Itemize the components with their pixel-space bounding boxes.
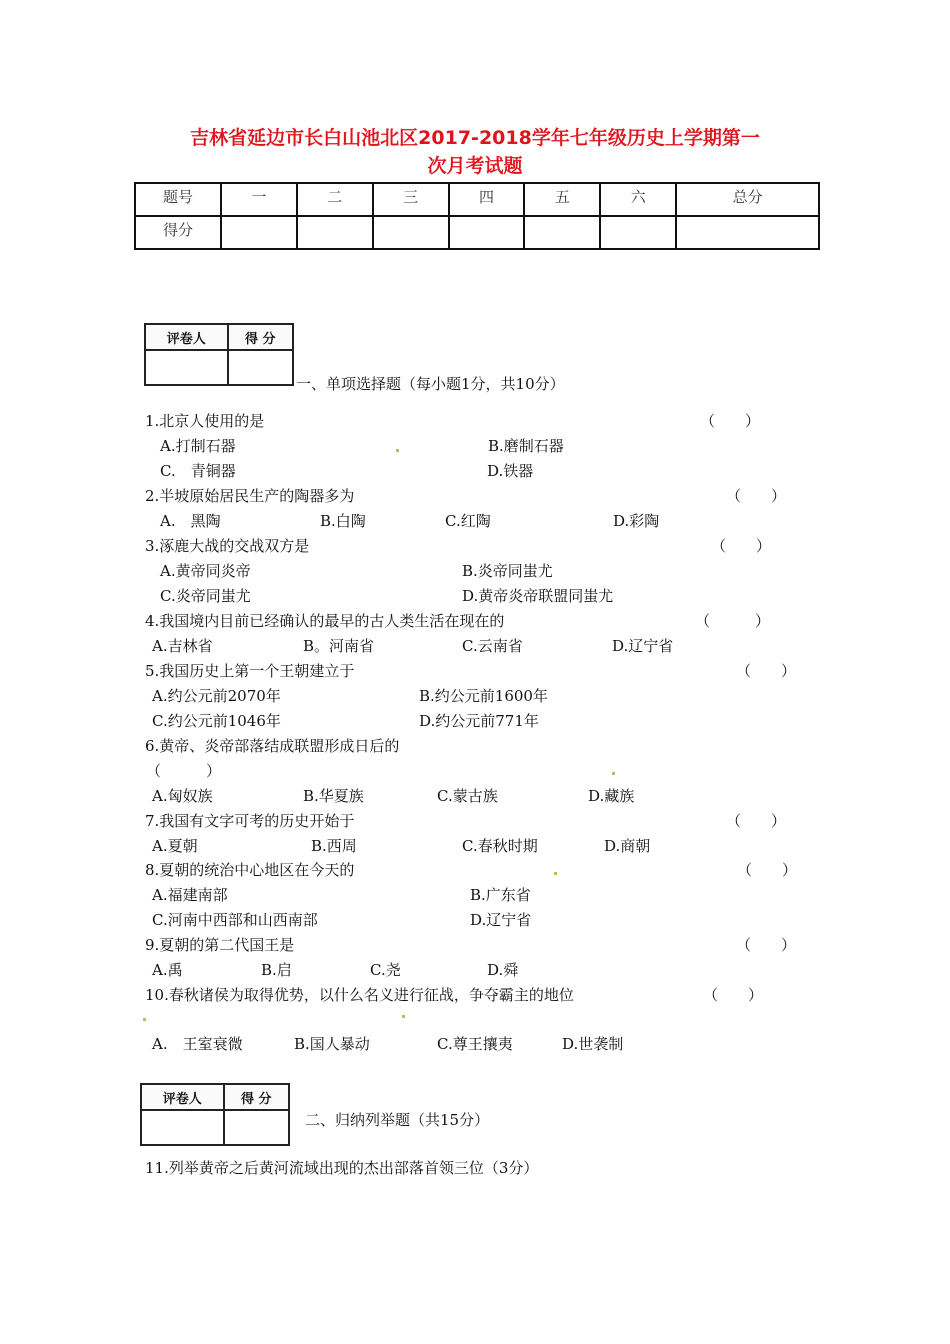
question-7-stem: 7.我国有文字可考的历史开始于: [145, 812, 355, 830]
question-8-option-c: C.河南中西部和山西南部: [152, 911, 318, 929]
grader-cell: [145, 350, 228, 385]
question-2-paren: （ ）: [726, 487, 787, 505]
question-5-option-c: C.约公元前1046年: [152, 712, 281, 730]
question-10-paren: （ ）: [703, 986, 764, 1004]
question-8-option-d: D.辽宁省: [470, 911, 532, 929]
question-10-stem: 10.春秋诸侯为取得优势，以什么名义进行征战，争夺霸主的地位: [145, 986, 574, 1004]
question-2-option-a: A. 黑陶: [160, 512, 221, 530]
question-5-stem: 5.我国历史上第一个王朝建立于: [145, 662, 355, 680]
question-9-stem: 9.夏朝的第二代国王是: [145, 936, 295, 954]
score-header-cell: 二: [297, 183, 373, 216]
question-1-paren: （ ）: [700, 412, 761, 430]
question-2-option-c: C.红陶: [445, 512, 491, 530]
question-9-option-a: A.禹: [152, 961, 183, 979]
question-1-stem: 1.北京人使用的是: [145, 412, 265, 430]
grader-score-label: 得 分: [224, 1084, 289, 1110]
question-3-option-c: C.炎帝同蚩尤: [160, 587, 251, 605]
document-title-line1: 吉林省延边市长白山池北区2017-2018学年七年级历史上学期第一: [190, 127, 760, 149]
score-cell: [297, 216, 373, 249]
question-8-stem: 8.夏朝的统治中心地区在今天的: [145, 861, 355, 879]
score-table-header-row: [135, 183, 819, 216]
score-table: [134, 182, 820, 250]
score-cell: [524, 216, 600, 249]
question-2-option-b: B.白陶: [320, 512, 366, 530]
grader-box-1: [144, 323, 294, 386]
question-4-option-a: A.吉林省: [152, 637, 213, 655]
question-3-option-d: D.黄帝炎帝联盟同蚩尤: [462, 587, 614, 605]
question-10-option-c: C.尊王攘夷: [437, 1035, 513, 1053]
score-header-cell: 三: [373, 183, 449, 216]
question-9-option-b: B.启: [261, 961, 292, 979]
question-4-option-c: C.云南省: [462, 637, 523, 655]
question-3-option-b: B.炎帝同蚩尤: [462, 562, 553, 580]
question-3-option-a: A.黄帝同炎帝: [160, 562, 251, 580]
grader-reviewer-label: 评卷人: [141, 1084, 224, 1110]
question-8-paren: （ ）: [737, 861, 798, 879]
question-1-option-a: A.打制石器: [160, 437, 236, 455]
score-header-cell: 五: [524, 183, 600, 216]
section-one-heading: 一、单项选择题（每小题1分，共10分）: [296, 375, 565, 393]
question-1-option-d: D.铁器: [487, 462, 534, 480]
question-10-option-b: B.国人暴动: [294, 1035, 370, 1053]
grader-cell: [224, 1110, 289, 1145]
question-10-option-a: A. 王室衰微: [152, 1035, 243, 1053]
grader-reviewer-label: 评卷人: [145, 324, 228, 350]
score-cell: [449, 216, 525, 249]
question-6-paren: （ ）: [146, 762, 222, 780]
question-1-option-c: C. 青铜器: [160, 462, 236, 480]
score-cell: [373, 216, 449, 249]
score-header-cell: 六: [600, 183, 676, 216]
question-7-paren: （ ）: [726, 812, 787, 830]
question-2-option-d: D.彩陶: [613, 512, 660, 530]
question-6-option-c: C.蒙古族: [437, 787, 498, 805]
question-6-option-d: D.藏族: [588, 787, 635, 805]
grader-box-2: [140, 1083, 290, 1146]
question-4-option-b: B。河南省: [303, 637, 375, 655]
question-3-paren: （ ）: [711, 537, 772, 555]
score-header-cell: 总分: [676, 183, 819, 216]
question-9-option-d: D.舜: [487, 961, 519, 979]
scan-artifact-dot: [143, 1018, 146, 1021]
question-2-stem: 2.半坡原始居民生产的陶器多为: [145, 487, 355, 505]
question-7-option-a: A.夏朝: [152, 837, 198, 855]
question-5-option-d: D.约公元前771年: [419, 712, 539, 730]
scan-artifact-dot: [612, 772, 615, 775]
question-8-option-a: A.福建南部: [152, 886, 228, 904]
scan-artifact-dot: [396, 449, 399, 452]
question-5-option-a: A.约公元前2070年: [152, 687, 281, 705]
question-4-stem: 4.我国境内目前已经确认的最早的古人类生活在现在的: [145, 612, 505, 630]
question-5-paren: （ ）: [736, 662, 797, 680]
question-8-option-b: B.广东省: [470, 886, 531, 904]
question-6-stem: 6.黄帝、炎帝部落结成联盟形成日后的: [145, 737, 400, 755]
question-6-option-b: B.华夏族: [303, 787, 364, 805]
question-4-option-d: D.辽宁省: [612, 637, 674, 655]
question-7-option-b: B.西周: [311, 837, 357, 855]
grader-cell: [228, 350, 293, 385]
scan-artifact-dot: [554, 872, 557, 875]
question-4-paren: （ ）: [695, 612, 771, 630]
question-7-option-c: C.春秋时期: [462, 837, 538, 855]
score-header-cell: 四: [449, 183, 525, 216]
question-9-paren: （ ）: [736, 936, 797, 954]
scan-artifact-dot: [402, 1015, 405, 1018]
section-two-heading: 二、归纳列举题（共15分）: [305, 1111, 490, 1129]
score-cell: [600, 216, 676, 249]
score-header-cell: 题号: [135, 183, 221, 216]
question-10-option-d: D.世袭制: [562, 1035, 624, 1053]
score-table-score-row: [135, 216, 819, 249]
question-1-option-b: B.磨制石器: [488, 437, 564, 455]
question-9-option-c: C.尧: [370, 961, 401, 979]
document-title-line2: 次月考试题: [427, 155, 523, 177]
question-11-stem: 11.列举黄帝之后黄河流域出现的杰出部落首领三位（3分）: [145, 1159, 539, 1177]
question-5-option-b: B.约公元前1600年: [419, 687, 548, 705]
score-header-cell: 一: [221, 183, 297, 216]
score-cell: [676, 216, 819, 249]
score-cell: [221, 216, 297, 249]
question-7-option-d: D.商朝: [604, 837, 651, 855]
question-6-option-a: A.匈奴族: [152, 787, 213, 805]
question-3-stem: 3.涿鹿大战的交战双方是: [145, 537, 310, 555]
grader-cell: [141, 1110, 224, 1145]
score-row-label: 得分: [135, 216, 221, 249]
grader-score-label: 得 分: [228, 324, 293, 350]
